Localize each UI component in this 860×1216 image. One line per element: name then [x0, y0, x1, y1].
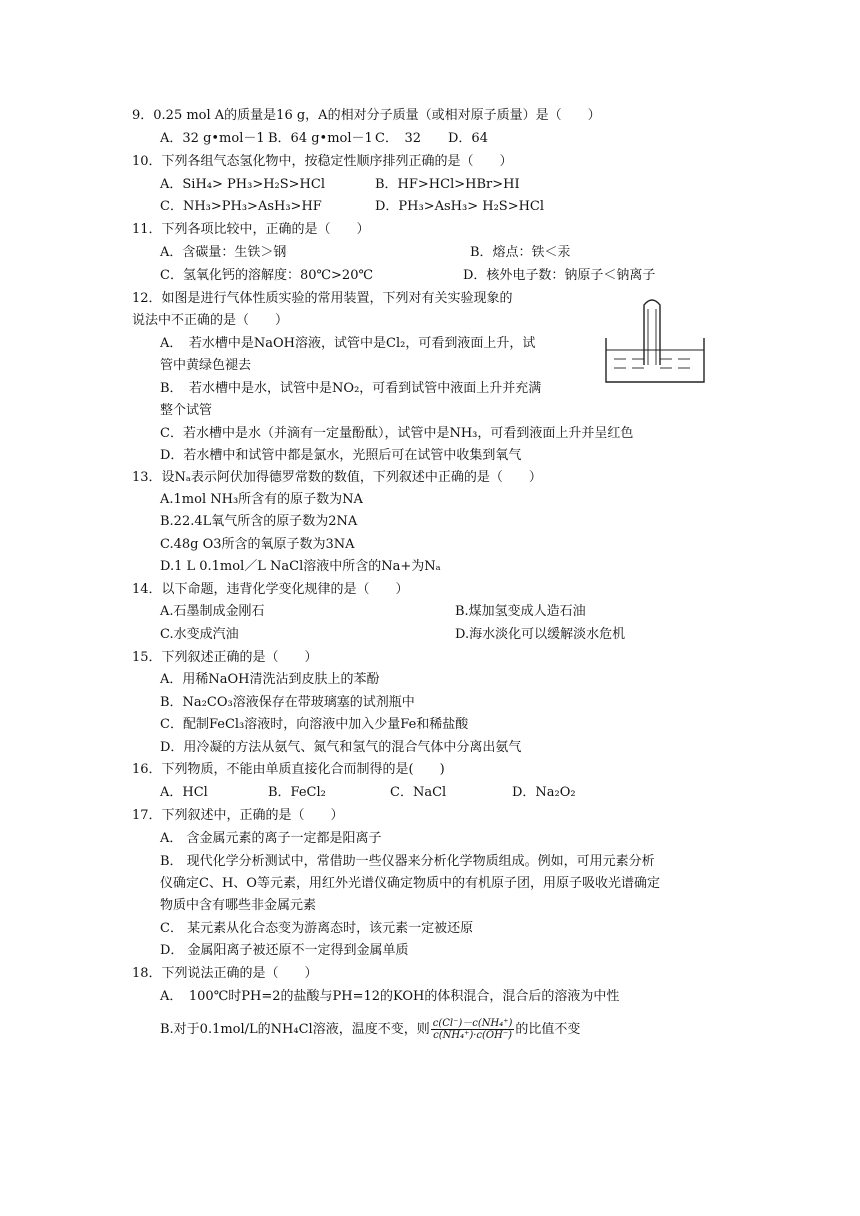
q11-option-d: D．核外电子数：钠原子＜钠离子 — [463, 268, 656, 283]
q15-option-c: C．配制FeCl₃溶液时，向溶液中加入少量Fe和稀盐酸 — [160, 717, 469, 732]
q13-stem: 13．设Nₐ表示阿伏加得德罗常数的数值，下列叙述中正确的是（ ） — [132, 470, 542, 485]
q11-option-a: A．含碳量：生铁＞钢 — [160, 245, 287, 260]
test-tube — [644, 300, 660, 365]
q14-option-c: C.水变成汽油 — [160, 627, 239, 642]
q10-option-a: A．SiH₄> PH₃>H₂S>HCl — [160, 177, 326, 192]
q9-option-d: D．64 — [448, 131, 488, 146]
q12-stem-line1: 12．如图是进行气体性质实验的常用装置，下列对有关实验现象的 — [132, 291, 513, 306]
q13-option-b: B.22.4L氧气所含的原子数为2NA — [160, 514, 358, 529]
q17-option-d: D． 金属阳离子被还原不一定得到金属单质 — [160, 943, 409, 958]
water-trough — [606, 338, 704, 382]
q13-option-c: C.48g O3所含的氧原子数为3NA — [160, 537, 355, 552]
gas-apparatus-diagram — [600, 293, 710, 388]
q16-stem: 16．下列物质，不能由单质直接化合而制得的是( ) — [132, 762, 445, 777]
q10-option-b: B．HF>HCl>HBr>HI — [375, 177, 520, 192]
q15-stem: 15．下列叙述正确的是（ ） — [132, 650, 318, 665]
q18-option-b — [160, 1013, 580, 1047]
q18-option-b-suffix: 的比值不变 — [515, 1022, 581, 1037]
q17-option-a: A． 含金属元素的离子一定都是阳离子 — [160, 831, 382, 846]
q17-option-b-line1: B． 现代化学分析测试中，常借助一些仪器来分析化学物质组成。例如，可用元素分析 — [160, 854, 655, 869]
q12-option-a-line1: A． 若水槽中是NaOH溶液，试管中是Cl₂，可看到液面上升，试 — [160, 336, 536, 351]
q18-option-a: A． 100℃时PH=2的盐酸与PH=12的KOH的体积混合，混合后的溶液为中性 — [160, 989, 620, 1004]
q18-stem: 18．下列说法正确的是（ ） — [132, 966, 318, 981]
q15-option-b: B．Na₂CO₃溶液保存在带玻璃塞的试剂瓶中 — [160, 695, 415, 710]
q12-stem-line2: 说法中不正确的是（ ） — [132, 313, 289, 328]
q12-option-b-line1: B． 若水槽中是水，试管中是NO₂，可看到试管中液面上升并充满 — [160, 381, 542, 396]
q10-option-d: D．PH₃>AsH₃> H₂S>HCl — [375, 199, 545, 214]
q10-stem: 10．下列各组气态氢化物中，按稳定性顺序排列正确的是（ ） — [132, 154, 513, 169]
q14-option-b: B.煤加氢变成人造石油 — [455, 604, 586, 619]
q14-stem: 14．以下命题，违背化学变化规律的是（ ） — [132, 582, 409, 597]
q9-option-a: A．32 g•mol－1 — [160, 131, 265, 146]
q11-stem: 11．下列各项比较中，正确的是（ ） — [132, 222, 370, 237]
q10-option-c: C．NH₃>PH₃>AsH₃>HF — [160, 199, 322, 214]
q13-option-a: A.1mol NH₃所含有的原子数为NA — [160, 492, 363, 507]
q18-option-b-fraction — [431, 1018, 515, 1041]
q9-stem: 9．0.25 mol A的质量是16 g，A的相对分子质量（或相对原子质量）是（ ） — [132, 108, 601, 123]
q13-option-d: D.1 L 0.1mol／L NaCl溶液中所含的Na+为Nₐ — [160, 559, 441, 574]
q17-option-b-line3: 物质中含有哪些非金属元素 — [160, 898, 317, 913]
q16-option-d: D．Na₂O₂ — [512, 785, 576, 800]
q9-option-b: B．64 g•mol－1 — [268, 131, 373, 146]
q16-option-c: C．NaCl — [390, 785, 447, 800]
q14-option-d: D.海水淡化可以缓解淡水危机 — [455, 627, 626, 642]
q15-option-a: A．用稀NaOH清洗沾到皮肤上的苯酚 — [160, 672, 380, 687]
q12-option-a-line2: 管中黄绿色褪去 — [160, 358, 252, 373]
q17-option-c: C． 某元素从化合态变为游离态时，该元素一定被还原 — [160, 921, 474, 936]
fraction-denominator: c(NH₄⁺)·c(OH⁻) — [433, 1030, 513, 1041]
q9-option-c: C． 32 — [375, 131, 421, 146]
fraction-numerator: c(Cl⁻)－c(NH₄⁺) — [432, 1018, 513, 1029]
q17-stem: 17．下列叙述中，正确的是（ ） — [132, 808, 344, 823]
q11-option-c: C．氢氧化钙的溶解度：80℃>20℃ — [160, 268, 374, 283]
q16-option-a: A．HCl — [160, 785, 208, 800]
q15-option-d: D．用冷凝的方法从氨气、氮气和氢气的混合气体中分离出氨气 — [160, 740, 522, 755]
q12-option-d: D．若水槽中和试管中都是氯水，光照后可在试管中收集到氧气 — [160, 448, 522, 463]
q17-option-b-line2: 仪确定C、H、O等元素，用红外光谱仪确定物质中的有机原子团，用原子吸收光谱确定 — [160, 876, 660, 891]
q12-option-b-line2: 整个试管 — [160, 403, 213, 418]
q14-option-a: A.石墨制成金刚石 — [160, 604, 265, 619]
q18-option-b-prefix: B.对于0.1mol/L的NH₄Cl溶液，温度不变，则 — [160, 1022, 430, 1037]
q12-option-c: C．若水槽中是水（并滴有一定量酚酞），试管中是NH₃，可看到液面上升并呈红色 — [160, 426, 634, 441]
q11-option-b: B．熔点：铁＜汞 — [470, 245, 571, 260]
q16-option-b: B．FeCl₂ — [268, 785, 326, 800]
